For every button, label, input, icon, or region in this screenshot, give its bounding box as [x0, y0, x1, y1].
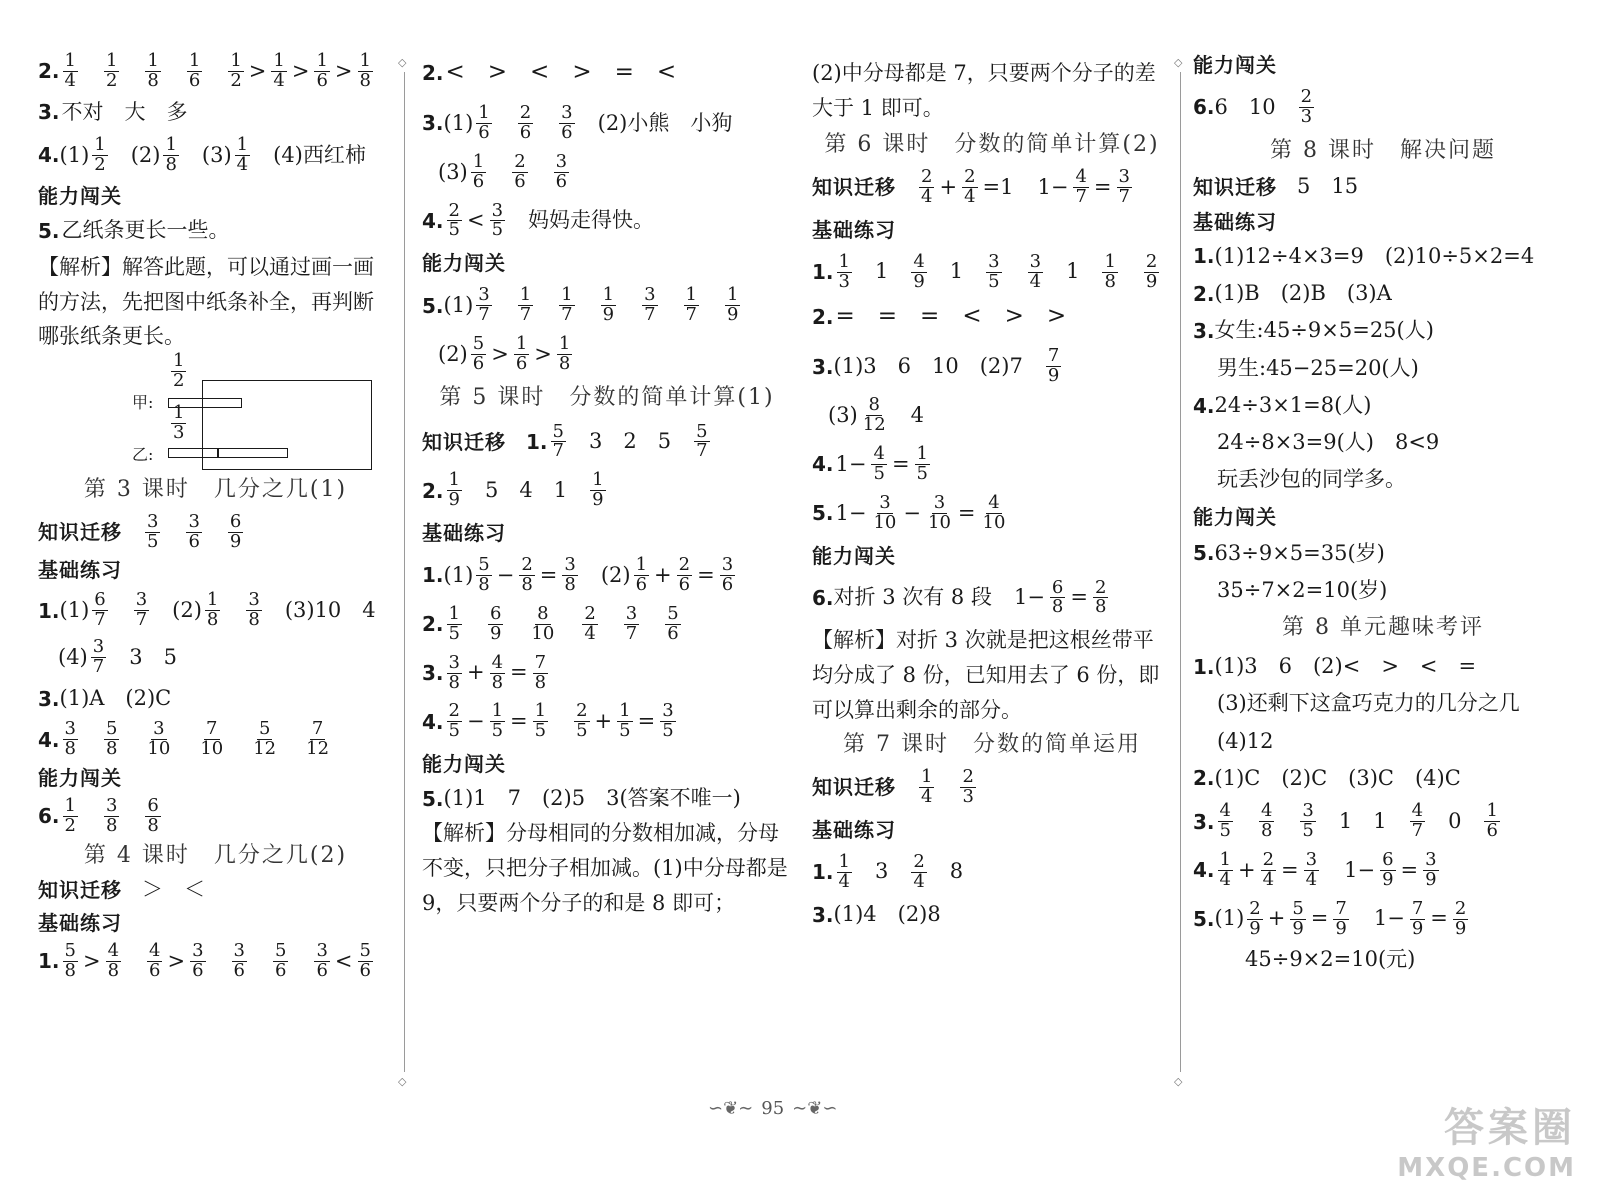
operator: > — [334, 58, 353, 83]
fraction: $\frac{1}{2}$ — [230, 50, 242, 91]
section-heading: 基础练习 — [812, 817, 896, 842]
section-heading: 能力闯关 — [422, 251, 506, 276]
fraction: $\frac{3}{8}$ — [564, 554, 576, 595]
answer-c4-u4: 4. $\frac{1}{4}$ + $\frac{2}{4}$ = $\frac{3}{4}$ 1− $\frac{6}{9}$ = $\frac{3}{9}$ — [1193, 848, 1437, 890]
answer-c2-b3: 3. $\frac{3}{8}$ + $\frac{4}{8}$ = $\frac{7}{8}$ — [422, 651, 547, 693]
explanation-text: 【解析】分母相同的分数相加减，分母不变，只把分子相加减。(1)中分母都是 9，只要两个分子的和是 8 即可； — [422, 821, 788, 915]
answer-c3-b2: 2. = = = < > > — [812, 303, 1067, 330]
fraction: $\frac{2}{6}$ — [514, 150, 526, 192]
answer-c2-b4: 4. $\frac{2}{5}$ − $\frac{1}{5}$ = $\frac{1}{5}$ $\frac{2}{5}$ + $\frac{1}{5}$ = $\frac{3}{5}$ — [422, 700, 674, 742]
lesson-title: 第 3 课时 几分之几(1) — [83, 477, 348, 503]
answer-c3-transfer: 知识迁移 $\frac{2}{4}$ + $\frac{2}{4}$ =1 1− $\frac{4}{7}$ = $\frac{3}{7}$ — [812, 165, 1130, 207]
fraction: $\frac{7}{9}$ — [1047, 345, 1060, 387]
fraction: $\frac{7}{8}$ — [534, 651, 547, 693]
fraction: $\frac{4}{8}$ — [491, 651, 504, 693]
strip-label-jia: 甲: — [132, 393, 154, 413]
fraction: $\frac{3}{7}$ — [135, 589, 148, 631]
section-heading: 能力闯关 — [422, 752, 506, 777]
fraction: $\frac{3}{10}$ — [928, 491, 951, 533]
operator: > — [291, 58, 310, 83]
column-divider — [1180, 72, 1181, 1072]
paper-strip-figure — [110, 350, 370, 470]
answer-c4-5-2: 35÷7×2=10(岁) — [1217, 578, 1388, 603]
fraction: $\frac{2}{6}$ — [519, 102, 532, 143]
section-heading: 能力闯关 — [1193, 53, 1277, 77]
fraction: $\frac{8}{10}$ — [531, 602, 555, 644]
fraction: $\frac{1}{6}$ — [515, 333, 528, 375]
answer-c4-u1-4: (4)12 — [1217, 728, 1274, 753]
fraction: $\frac{5}{6}$ — [275, 939, 287, 981]
explanation-text: (2)中分母都是 7，只要两个分子的差大于 1 即可。 — [812, 61, 1156, 120]
answer-c4-b1: 1. (1)12÷4×3=9 (2)10÷5×2=4 — [1193, 243, 1535, 269]
answer-c4-b3: 3. 女生:45÷9×5=25(人) — [1193, 318, 1434, 343]
section-heading: 基础练习 — [1193, 209, 1277, 234]
page-footer — [700, 1098, 845, 1119]
fraction: $\frac{2}{4}$ — [964, 165, 976, 207]
fraction: $\frac{3}{9}$ — [1425, 848, 1437, 890]
fraction: $\frac{3}{7}$ — [1118, 165, 1130, 207]
fraction: $\frac{1}{5}$ — [916, 443, 928, 484]
fraction: $\frac{1}{6}$ — [1486, 800, 1498, 842]
fraction: $\frac{2}{5}$ — [448, 700, 460, 742]
fraction: $\frac{7}{9}$ — [1411, 897, 1424, 939]
fraction: $\frac{3}{10}$ — [873, 491, 897, 533]
fraction: $\frac{7}{12}$ — [306, 718, 330, 760]
section-heading: 能力闯关 — [38, 183, 122, 208]
fraction: $\frac{2}{3}$ — [1300, 86, 1313, 127]
fraction: $\frac{5}{7}$ — [696, 420, 708, 462]
fraction: $\frac{1}{8}$ — [206, 589, 219, 631]
fraction: $\frac{1}{3}$ — [173, 402, 185, 443]
fraction: $\frac{3}{7}$ — [478, 284, 490, 326]
fraction: $\frac{5}{8}$ — [105, 718, 118, 760]
fraction: $\frac{6}{8}$ — [1051, 576, 1064, 618]
fraction: $\frac{1}{5}$ — [448, 602, 460, 644]
fraction: $\frac{3}{5}$ — [147, 510, 159, 552]
section-heading: 能力闯关 — [812, 543, 896, 568]
fraction: $\frac{3}{6}$ — [555, 150, 568, 192]
lesson-title: 第 8 课时 解决问题 — [1270, 137, 1496, 163]
fraction: $\frac{1}{8}$ — [359, 50, 371, 91]
section-heading: 基础练习 — [38, 558, 122, 583]
fraction: $\frac{1}{5}$ — [619, 700, 631, 742]
fraction: $\frac{2}{9}$ — [1145, 250, 1158, 292]
answer-column-4 — [1193, 52, 1573, 974]
fraction: $\frac{1}{9}$ — [602, 284, 615, 326]
answer-c3-c1: 1. $\frac{1}{4}$ 3 $\frac{2}{4}$ 8 — [812, 850, 964, 892]
fraction: $\frac{5}{6}$ — [359, 939, 371, 981]
fraction: $\frac{2}{9}$ — [1249, 897, 1261, 939]
answer-c1-c1: 1. $\frac{5}{8}$ > $\frac{4}{8}$ $\frac{4}{6}$ > $\frac{3}{6}$ $\frac{3}{6}$ $\frac{5}{6}$ $\frac{3}{6}$ < $\frac{5}{6}$ — [38, 939, 371, 981]
fraction: $\frac{2}{4}$ — [1262, 848, 1275, 890]
fraction: $\frac{3}{7}$ — [92, 636, 105, 678]
explanation-text: 【解析】解答此题，可以通过画一画的方法，先把图中纸条补全，再判断哪张纸条更长。 — [38, 255, 374, 349]
answer-c4-b2: 2. (1)B (2)B (3)A — [1193, 280, 1392, 306]
fraction: $\frac{5}{8}$ — [64, 939, 76, 981]
item-number: 2. — [38, 59, 60, 84]
answer-c4-6: 6. 6 10 $\frac{2}{3}$ — [1193, 86, 1313, 127]
answer-c3-6: 6. 对折 3 次有 8 段 1− $\frac{6}{8}$ = $\frac{2}{8}$ — [812, 576, 1107, 618]
answer-c2-5-2: (2) $\frac{5}{6}$ > $\frac{1}{6}$ > $\frac{1}{8}$ — [438, 333, 571, 375]
section-heading: 基础练习 — [812, 217, 896, 242]
fraction: $\frac{3}{8}$ — [105, 795, 118, 836]
fraction: $\frac{6}{9}$ — [1382, 848, 1394, 890]
strip-label-yi: 乙: — [132, 445, 154, 465]
fraction: $\frac{5}{7}$ — [552, 420, 564, 462]
ornament-icon: ∽❦∼ — [708, 1098, 754, 1119]
fraction: $\frac{1}{4}$ — [838, 850, 850, 892]
fraction: $\frac{3}{8}$ — [64, 718, 76, 760]
fraction: $\frac{2}{4}$ — [584, 602, 596, 644]
fraction: $\frac{7}{10}$ — [200, 718, 224, 760]
answer-c1-2 — [38, 52, 393, 91]
answer-c1-b1-4: (4) $\frac{3}{7}$ 3 5 — [58, 636, 177, 678]
answer-c2-5: 5. (1) $\frac{3}{7}$ $\frac{1}{7}$ $\frac{1}{7}$ $\frac{1}{9}$ $\frac{3}{7}$ $\frac{1}{7}$ $\frac{1}{9}$ — [422, 284, 739, 326]
section-heading: 基础练习 — [38, 910, 122, 935]
fraction: $\frac{3}{8}$ — [248, 589, 260, 631]
fraction: $\frac{1}{9}$ — [448, 469, 460, 511]
fraction: $\frac{5}{9}$ — [1292, 897, 1304, 939]
fraction: $\frac{1}{8}$ — [147, 50, 159, 91]
operator: > — [248, 58, 267, 83]
fraction: $\frac{3}{10}$ — [147, 718, 171, 760]
lesson-title: 第 6 课时 分数的简单计算(2) — [824, 132, 1160, 158]
answer-c3-b5: 5. 1− $\frac{3}{10}$ − $\frac{3}{10}$ = $\frac{4}{10}$ — [812, 491, 1006, 533]
answer-column-1 — [38, 52, 393, 981]
answer-c1-3 — [38, 99, 393, 126]
fraction: $\frac{3}{5}$ — [491, 199, 504, 241]
explanation-text: 【解析】对折 3 次就是把这根丝带平均分成了 8 份，已知用去了 6 份，即可以算出剩余的部分。 — [812, 628, 1160, 722]
fraction: $\frac{1}{6}$ — [472, 150, 485, 192]
fraction: $\frac{3}{5}$ — [1302, 800, 1314, 842]
fraction: $\frac{3}{4}$ — [1305, 848, 1318, 890]
answer-column-2 — [422, 52, 792, 920]
fraction: $\frac{2}{3}$ — [962, 765, 974, 807]
answer-c4-u2: 2. (1)C (2)C (3)C (4)C — [1193, 765, 1461, 791]
fraction: $\frac{3}{6}$ — [561, 102, 573, 143]
answer-c4-u5: 5. (1) $\frac{2}{9}$ + $\frac{5}{9}$ = $\frac{7}{9}$ 1− $\frac{7}{9}$ = $\frac{2}{9}$ — [1193, 897, 1467, 939]
fraction: $\frac{5}{6}$ — [472, 333, 485, 375]
answer-c4-u1: 1. (1)3 6 (2)< > < = — [1193, 653, 1477, 679]
fraction: $\frac{3}{7}$ — [644, 284, 656, 326]
fraction: $\frac{3}{5}$ — [662, 700, 674, 742]
fraction: $\frac{1}{2}$ — [94, 134, 106, 175]
ornament-icon: ∼❦∽ — [792, 1098, 838, 1119]
answer-c2-transfer-1: 知识迁移 1. $\frac{5}{7}$ 3 2 5 $\frac{5}{7}$ — [422, 420, 708, 462]
item-number: 5. — [38, 218, 60, 243]
answer-c1-transfer-2: 知识迁移 ＞ ＜ — [38, 877, 205, 903]
fraction: $\frac{2}{4}$ — [921, 165, 933, 207]
item-number: 3. — [38, 100, 60, 125]
answer-c1-transfer: 知识迁移 $\frac{3}{5}$ $\frac{3}{6}$ $\frac{6}{9}$ — [38, 510, 242, 552]
fraction: $\frac{2}{8}$ — [1094, 576, 1107, 618]
fraction: $\frac{6}{8}$ — [147, 795, 159, 836]
fraction: $\frac{1}{6}$ — [478, 102, 490, 143]
answer-c1-b1: 1. (1) $\frac{6}{7}$ $\frac{3}{7}$ (2) $\frac{1}{8}$ $\frac{3}{8}$ (3)10 4 — [38, 589, 376, 631]
answer-c4-b4-2: 24÷8×3=9(人) 8<9 — [1217, 430, 1440, 455]
lesson-title: 第 7 课时 分数的简单运用 — [843, 732, 1141, 758]
answer-c3-c3: 3. (1)4 (2)8 — [812, 902, 941, 928]
answer-c4-b4-3: 玩丢沙包的同学多。 — [1217, 467, 1406, 492]
answer-c3-b1: 1. $\frac{1}{3}$ 1 $\frac{4}{9}$ 1 $\frac{3}{5}$ $\frac{3}{4}$ 1 $\frac{1}{8}$ $\frac{2}{9}$ — [812, 250, 1158, 292]
answer-c2-b2: 2. $\frac{1}{5}$ $\frac{6}{9}$ $\frac{8}{10}$ $\frac{2}{4}$ $\frac{3}{7}$ $\frac{5}{6}$ — [422, 602, 679, 644]
fraction: $\frac{2}{8}$ — [521, 554, 533, 595]
column-divider — [404, 72, 405, 1072]
fraction: $\frac{1}{8}$ — [1104, 250, 1116, 292]
fraction: $\frac{5}{12}$ — [253, 718, 277, 760]
answer-c4-5: 5. 63÷9×5=35(岁) — [1193, 540, 1385, 566]
fraction: $\frac{1}{8}$ — [558, 333, 571, 375]
fraction: $\frac{4}{7}$ — [1411, 800, 1424, 842]
fraction: $\frac{8}{12}$ — [862, 394, 886, 436]
fraction: $\frac{3}{5}$ — [988, 250, 1000, 292]
watermark: 答案圈 MXQE.COM — [1397, 1105, 1576, 1183]
fraction: $\frac{1}{7}$ — [519, 284, 532, 326]
fraction: $\frac{1}{8}$ — [165, 134, 177, 175]
fraction: $\frac{1}{9}$ — [726, 284, 739, 326]
fraction: $\frac{1}{7}$ — [561, 284, 573, 326]
page-number: 95 — [761, 1098, 785, 1119]
lesson-title: 第 4 课时 几分之几(2) — [83, 842, 348, 868]
section-heading: 基础练习 — [422, 521, 506, 546]
answer-c1-b4: 4. $\frac{3}{8}$ $\frac{5}{8}$ $\frac{3}{10}$ $\frac{7}{10}$ $\frac{5}{12}$ $\frac{7}{12}$ — [38, 718, 330, 760]
answer-c1-b3: 3. (1)A (2)C — [38, 686, 172, 711]
fraction: $\frac{6}{7}$ — [94, 589, 106, 631]
answer-column-3 — [812, 52, 1172, 929]
fraction: $\frac{1}{7}$ — [685, 284, 697, 326]
fraction: $\frac{1}{4}$ — [1219, 848, 1231, 890]
fraction: $\frac{6}{9}$ — [489, 602, 502, 644]
fraction: $\frac{4}{5}$ — [1219, 800, 1231, 842]
fraction: $\frac{6}{9}$ — [229, 510, 242, 552]
fraction: $\frac{1}{5}$ — [534, 700, 547, 742]
lesson-title: 第 5 课时 分数的简单计算(1) — [439, 384, 775, 410]
item-number: 4. — [38, 143, 60, 168]
fraction: $\frac{3}{6}$ — [233, 939, 245, 981]
fraction: $\frac{3}{6}$ — [188, 510, 200, 552]
answer-c2-3-3: (3) $\frac{1}{6}$ $\frac{2}{6}$ $\frac{3}{6}$ — [438, 150, 568, 192]
fraction: $\frac{1}{3}$ — [838, 250, 850, 292]
fraction: $\frac{4}{8}$ — [1260, 800, 1273, 842]
answer-c4-u1-3: (3)还剩下这盒巧克力的几分之几 — [1217, 691, 1520, 716]
fraction: $\frac{3}{4}$ — [1029, 250, 1042, 292]
fraction: $\frac{4}{10}$ — [982, 491, 1006, 533]
answer-c4-transfer: 知识迁移 5 15 — [1193, 174, 1359, 200]
fraction: $\frac{2}{4}$ — [913, 850, 925, 892]
fraction: $\frac{1}{6}$ — [316, 50, 328, 91]
fraction: $\frac{1}{6}$ — [635, 554, 648, 595]
answer-c2-5b: 5. (1)1 7 (2)5 3(答案不唯一) — [422, 786, 741, 811]
fraction: $\frac{1}{4}$ — [921, 765, 933, 807]
section-heading: 能力闯关 — [1193, 504, 1277, 529]
fraction: $\frac{2}{9}$ — [1454, 897, 1467, 939]
answer-c4-b4: 4. 24÷3×1=8(人) — [1193, 392, 1372, 418]
fraction: $\frac{1}{2}$ — [105, 50, 118, 91]
answer-c2-2: 2. < > < > = < — [422, 59, 677, 86]
answer-c3-b3: 3. (1)3 6 10 (2)7 $\frac{7}{9}$ — [812, 345, 1060, 387]
answer-c2-4: 4. $\frac{2}{5}$ < $\frac{3}{5}$ 妈妈走得快。 — [422, 199, 655, 241]
fraction: $\frac{1}{4}$ — [273, 50, 285, 91]
fraction: $\frac{4}{9}$ — [913, 250, 925, 292]
answer-c3-b3-3: (3) $\frac{8}{12}$ 4 — [828, 394, 925, 436]
answer-c2-b1: 1. (1) $\frac{5}{8}$ − $\frac{2}{8}$ = $\frac{3}{8}$ (2) $\frac{1}{6}$ + $\frac{2}{6}$ = $\frac{3}{6}$ — [422, 554, 734, 595]
fraction: $\frac{3}{8}$ — [448, 651, 460, 693]
answer-c1-5: 5. 乙纸条更长一些。 — [38, 217, 230, 243]
strip-yi-part — [218, 448, 288, 458]
fraction: $\frac{1}{5}$ — [491, 700, 504, 742]
fraction: $\frac{2}{6}$ — [678, 554, 691, 595]
fraction: $\frac{5}{8}$ — [478, 554, 490, 595]
fraction: $\frac{1}{6}$ — [188, 50, 201, 91]
unit-title: 第 8 单元趣味考评 — [1282, 615, 1484, 641]
answer-c4-b3-2: 男生:45−25=20(人) — [1217, 355, 1419, 380]
answer-c4-u5-2: 45÷9×2=10(元) — [1245, 947, 1416, 972]
fraction: $\frac{2}{5}$ — [448, 199, 460, 241]
answer-c4-u3: 3. $\frac{4}{5}$ $\frac{4}{8}$ $\frac{3}{5}$ 1 1 $\frac{4}{7}$ 0 $\frac{1}{6}$ — [1193, 800, 1498, 842]
fraction: $\frac{3}{6}$ — [192, 939, 204, 981]
fraction: $\frac{4}{5}$ — [873, 443, 885, 484]
section-heading: 能力闯关 — [38, 766, 122, 791]
fraction: $\frac{2}{5}$ — [576, 700, 588, 742]
answer-c1-6: 6. $\frac{1}{2}$ $\frac{3}{8}$ $\frac{6}{8}$ — [38, 795, 159, 836]
fraction: $\frac{7}{9}$ — [1335, 897, 1347, 939]
answer-c2-3: 3. (1) $\frac{1}{6}$ $\frac{2}{6}$ $\frac{3}{6}$ (2)小熊 小狗 — [422, 102, 733, 143]
fraction: $\frac{4}{7}$ — [1075, 165, 1087, 207]
fraction: $\frac{1}{2}$ — [173, 350, 185, 391]
answer-c3-b4: 4. 1− $\frac{4}{5}$ = $\frac{1}{5}$ — [812, 443, 928, 484]
fraction: $\frac{1}{2}$ — [64, 795, 76, 836]
fraction: $\frac{1}{9}$ — [592, 469, 604, 511]
answer-c3-transfer-2: 知识迁移 $\frac{1}{4}$ $\frac{2}{3}$ — [812, 765, 974, 807]
fraction: $\frac{3}{7}$ — [625, 602, 638, 644]
fraction: $\frac{4}{6}$ — [149, 939, 161, 981]
fraction: $\frac{3}{6}$ — [721, 554, 734, 595]
fraction: $\frac{5}{6}$ — [667, 602, 679, 644]
fraction: $\frac{4}{8}$ — [107, 939, 120, 981]
fraction: $\frac{1}{4}$ — [64, 50, 76, 91]
answer-c2-transfer-2: 2. $\frac{1}{9}$ 5 4 1 $\frac{1}{9}$ — [422, 469, 604, 511]
fraction: $\frac{3}{6}$ — [316, 939, 328, 981]
answer-text: 不对 大 多 — [61, 99, 188, 124]
fraction: $\frac{1}{4}$ — [236, 134, 249, 175]
answer-c1-4: 4. (1) $\frac{1}{2}$ (2) $\frac{1}{8}$ (3) $\frac{1}{4}$ (4)西红柿 — [38, 134, 366, 175]
strip-yi-part — [168, 448, 218, 458]
